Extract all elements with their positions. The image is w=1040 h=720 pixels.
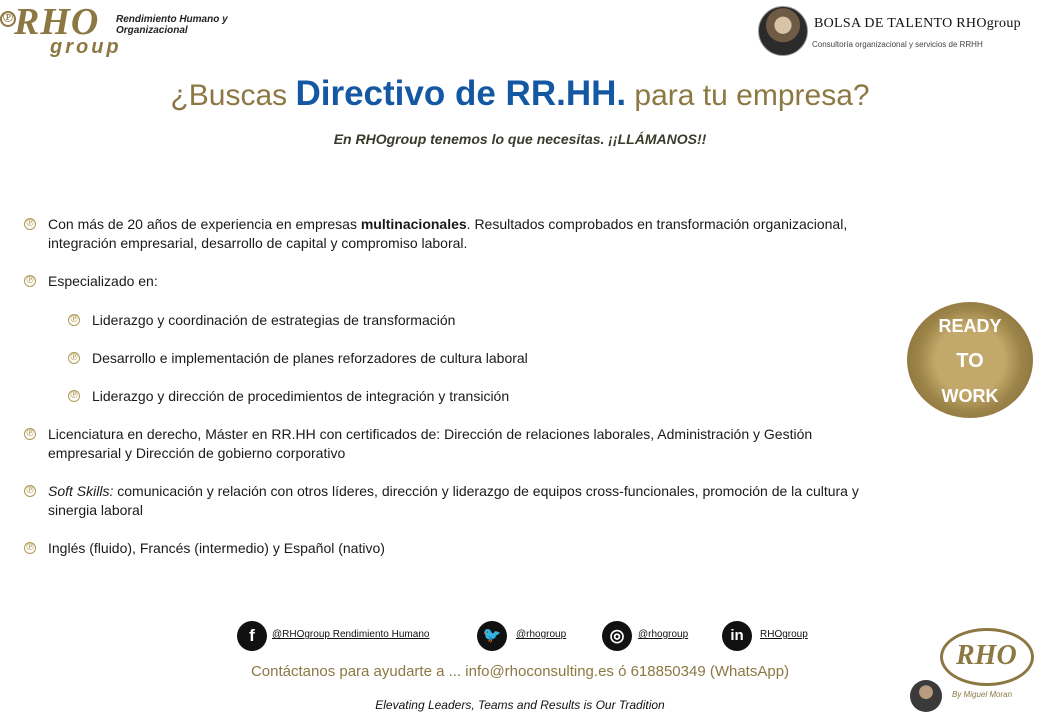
bolsa-subtitle: Consultoría organizacional y servicios de RRHH: [812, 40, 983, 49]
signature-logo-text: RHO: [956, 640, 1017, 671]
badge-line-2: TO: [956, 350, 984, 372]
avatar: [758, 6, 808, 56]
bullet-text-part: . Resultados comprobados en transformación organizacional, integración empresarial, desarrollo de capital y compromiso laboral.: [48, 216, 848, 251]
bullet-text-em: Soft Skills:: [48, 483, 114, 499]
title-post: para tu empresa?: [626, 79, 870, 112]
bolsa-title: BOLSA DE TALENTO RHOgroup: [814, 16, 1021, 31]
signature-byline: By Miguel Moran: [952, 690, 1013, 699]
linkedin-icon[interactable]: in: [722, 621, 752, 651]
title-pre: ¿Buscas: [170, 79, 296, 112]
social-links: [0, 621, 1040, 651]
bullet-icon: Ⓟ: [24, 428, 36, 440]
contact-line: Contáctanos para ayudarte a ... info@rhoconsulting.es ó 618850349 (WhatsApp): [250, 663, 790, 680]
bullet-text-strong: multinacionales: [360, 216, 467, 232]
facebook-icon[interactable]: f: [237, 621, 267, 651]
bullet-icon: Ⓟ: [24, 275, 36, 287]
page-title: [0, 74, 1040, 114]
title-strong: Directivo de RR.HH.: [295, 74, 627, 113]
bullet-text: Licenciatura en derecho, Máster en RR.HH con certificados de: Dirección de relaciones laborales, Administración y Gestión empresarial y Dirección de gobierno corporativo: [48, 426, 813, 461]
bullet-text: Especializado en:: [48, 273, 158, 289]
tagline: Elevating Leaders, Teams and Results is Our Tradition: [375, 698, 665, 712]
bullet-text-part: Con más de 20 años de experiencia en empresas: [48, 216, 361, 232]
bullet-icon: Ⓟ: [24, 218, 36, 230]
avatar: [910, 680, 942, 712]
bullet-icon: Ⓟ: [24, 485, 36, 497]
bullet-text: Liderazgo y dirección de procedimientos de integración y transición: [92, 388, 510, 404]
logo-tagline: Rendimiento Humano y Organizacional: [116, 14, 228, 36]
bullet-text: [48, 215, 864, 253]
linkedin-link[interactable]: RHOgroup: [760, 629, 808, 640]
facebook-link[interactable]: @RHOgroup Rendimiento Humano: [272, 629, 430, 640]
bullet-text: Liderazgo y coordinación de estrategias de transformación: [92, 312, 456, 328]
twitter-link[interactable]: @rhogroup: [516, 629, 567, 640]
instagram-icon[interactable]: ◎: [602, 621, 632, 651]
logo-mark-icon: Ⓟ: [0, 11, 16, 27]
twitter-icon[interactable]: 🐦: [477, 621, 507, 651]
instagram-link[interactable]: @rhogroup: [638, 629, 689, 640]
bullet-text: Desarrollo e implementación de planes reforzadores de cultura laboral: [92, 350, 528, 366]
bullet-icon: Ⓟ: [24, 542, 36, 554]
bullet-icon: Ⓟ: [68, 314, 80, 326]
badge-line-1: READY: [938, 316, 1002, 336]
bullet-icon: Ⓟ: [68, 390, 80, 402]
ready-to-work-badge: [907, 302, 1033, 418]
bullet-text-part: comunicación y relación con otros líderes, dirección y liderazgo de equipos cross-funcionales, promoción de la cultura y sinergia laboral: [48, 483, 859, 518]
logo-rho-text: RHO: [14, 1, 100, 43]
badge-line-3: WORK: [941, 386, 999, 406]
bullet-text: Inglés (fluido), Francés (intermedio) y Español (nativo): [48, 540, 385, 556]
page-subtitle: En RHOgroup tenemos lo que necesitas. ¡¡LLÁMANOS!!: [333, 131, 707, 147]
bullet-icon: Ⓟ: [68, 352, 80, 364]
logo-group-text: group: [50, 36, 122, 58]
bullet-text: [48, 482, 864, 520]
